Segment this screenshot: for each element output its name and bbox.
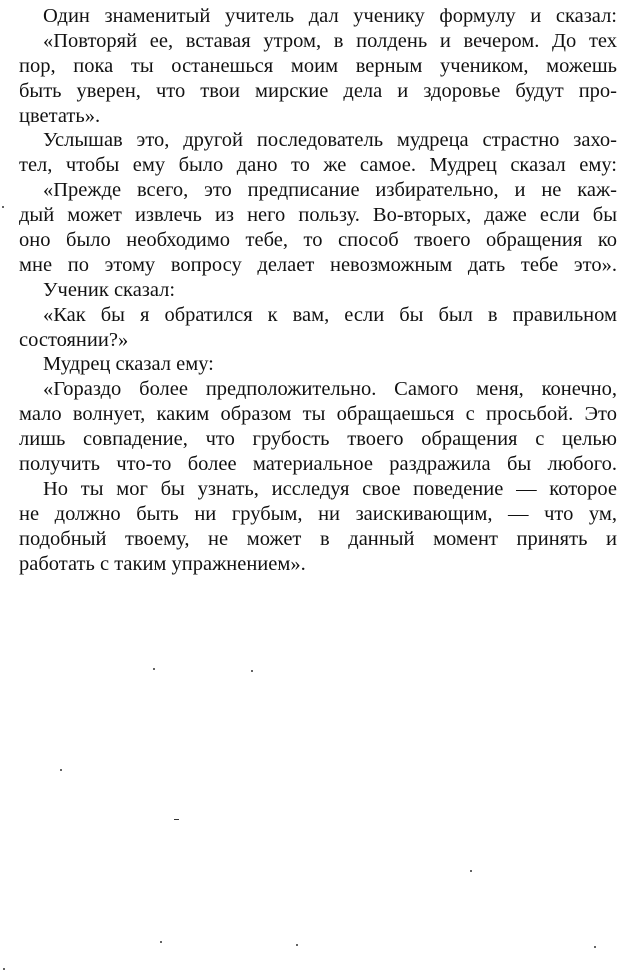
scan-speck [470, 870, 472, 872]
text-line: не должно быть ни грубым, ни заискивающим, — что ум, [19, 502, 617, 525]
text-line: Один знаменитый учитель дал ученику формулу и сказал: [43, 5, 617, 27]
scan-speck [153, 668, 155, 670]
text-line: оно было необходимо тебе, то способ твоего обращения ко [19, 229, 617, 252]
text-line: мало волнует, каким образом ты обращаешься с просьбой. Это [19, 403, 617, 426]
scan-speck [296, 944, 298, 946]
scan-speck [174, 819, 179, 820]
text-line: тел, чтобы ему было дано то же самое. Мудрец сказал ему: [19, 154, 617, 177]
text-line: пор, пока ты останешься моим верным учеником, можешь [19, 54, 617, 77]
text-line: состоянии?» [19, 328, 129, 351]
text-line: мне по этому вопросу делает невозможным дать тебе это». [19, 253, 617, 276]
scan-speck [251, 670, 253, 672]
text-line: Но ты мог бы узнать, исследуя свое поведение — которое [43, 477, 617, 500]
scan-speck [60, 769, 62, 771]
scan-speck [160, 941, 162, 943]
text-line: работать с таким упражнением». [19, 552, 306, 575]
text-line: «Прежде всего, это предписание избирательно, и не каж- [43, 179, 617, 202]
scan-speck [2, 206, 4, 208]
body-text [19, 0, 617, 576]
text-line: лишь совпадение, что грубость твоего обращения с целью [19, 428, 617, 451]
scan-speck [3, 968, 5, 970]
text-line: «Повторяй ее, вставая утром, в полдень и вечером. До тех [43, 29, 617, 52]
text-line: «Как бы я обратился к вам, если бы был в правильном [43, 303, 617, 326]
scan-speck [594, 946, 596, 948]
text-line: Услышав это, другой последователь мудреца страстно захо- [43, 129, 617, 152]
text-line: дый может извлечь из него пользу. Во-вторых, даже если бы [19, 204, 617, 227]
text-line: «Гораздо более предположительно. Самого меня, конечно, [43, 378, 617, 401]
text-line: быть уверен, что твои мирские дела и здоровье будут про- [19, 79, 617, 102]
text-line: подобный твоему, не может в данный момент принять и [19, 527, 617, 550]
text-line: Мудрец сказал ему: [43, 353, 214, 376]
text-line: цветать». [19, 104, 101, 127]
text-line: Ученик сказал: [43, 278, 176, 301]
text-line: получить что-то более материальное раздражила бы любого. [19, 453, 617, 476]
